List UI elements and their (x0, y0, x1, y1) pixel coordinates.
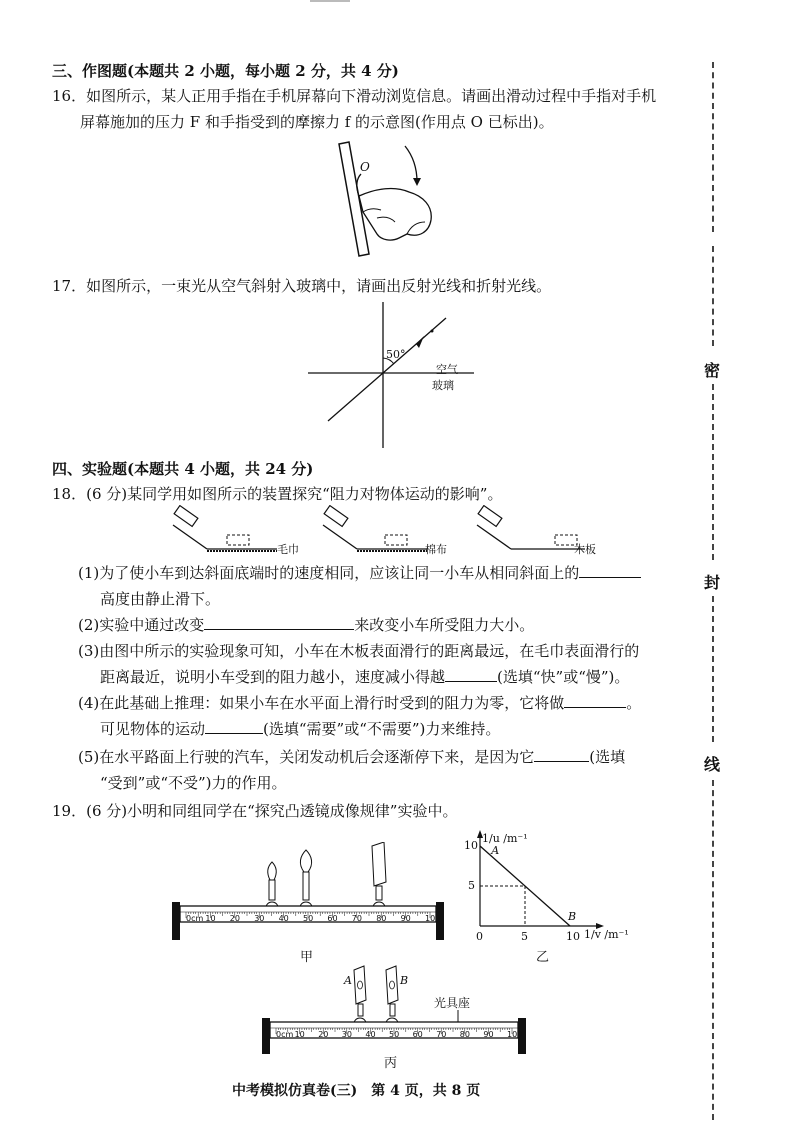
margin-dashed-line-4 (712, 596, 714, 742)
ruler-label: 40 (365, 1030, 376, 1039)
q18-blank3[interactable] (445, 667, 497, 682)
ruler-label: 80 (459, 1030, 470, 1039)
chart-xlabel: 1/v /m⁻¹ (584, 928, 629, 941)
q19-figure-bing (262, 964, 526, 1056)
margin-dashed-line-2 (712, 246, 714, 346)
ruler-label: 60 (327, 914, 338, 923)
ruler-label: 70 (436, 1030, 447, 1039)
chart-ylabel: 1/u /m⁻¹ (482, 832, 528, 845)
ruler-label: 50 (389, 1030, 400, 1039)
q18-surface2: 棉布 (425, 543, 447, 556)
q18-intro: 18．(6 分)某同学用如图所示的装置探究“阻力对物体运动的影响”。 (52, 485, 503, 503)
section4-heading: 四、实验题(本题共 4 小题，共 24 分) (52, 460, 314, 478)
q17-air-label: 空气 (436, 363, 458, 376)
q19-bench-label: 光具座 (434, 996, 471, 1010)
q19-figure-jia (172, 842, 444, 942)
q17-angle-label: 50° (386, 348, 406, 361)
margin-char-feng: 封 (704, 573, 721, 592)
q16-line1: 16．如图所示，某人正用手指在手机屏幕向下滑动浏览信息。请画出滑动过程中手指对手机 (52, 87, 657, 105)
q19-fig-yi-label: 乙 (536, 950, 550, 965)
margin-dashed-line-3 (712, 384, 714, 560)
q19-candle-A: A (344, 974, 352, 987)
margin-dashed-line-1 (712, 62, 714, 232)
q19-candle-B: B (400, 974, 409, 987)
q19-fig-jia-label: 甲 (300, 950, 314, 965)
q18-surface3: 木板 (574, 543, 596, 556)
q18-s2: (2)实验中通过改变 来改变小车所受阻力大小。 (78, 616, 535, 634)
q18-s3-b: 距离最近，说明小车受到的阻力越小，速度减小得越 (选填“快”或“慢”)。 (100, 668, 630, 686)
chart-x-tick-5: 5 (521, 930, 528, 943)
q19-fig-bing-label: 丙 (384, 1056, 398, 1071)
q16-line2: 屏幕施加的压力 F 和手指受到的摩擦力 f 的示意图(作用点 O 已标出)。 (80, 113, 554, 131)
q18-blank5[interactable] (205, 719, 263, 734)
ruler-label: 30 (254, 914, 265, 923)
ruler-label: 100 (507, 1030, 523, 1039)
ruler-label: 80 (376, 914, 387, 923)
ruler-label: 40 (278, 914, 289, 923)
margin-char-mi: 密 (704, 361, 721, 380)
q18-figure (165, 505, 610, 555)
ramp-towel (173, 506, 277, 551)
q18-s1-a: (1)为了使小车到达斜面底端时的速度相同，应该让同一小车从相同斜面上的 (78, 563, 641, 583)
chart-y-tick-5: 5 (468, 879, 475, 892)
page-footer: 中考模拟仿真卷(三) 第 4 页，共 8 页 (232, 1083, 481, 1099)
ruler-label: 50 (303, 914, 314, 923)
q18-blank6[interactable] (534, 747, 589, 762)
chart-point-A: A (491, 844, 500, 858)
ramp-cotton (323, 506, 427, 551)
q18-s4-b: 可见物体的运动 (选填“需要”或“不需要”)力来维持。 (100, 720, 501, 738)
chart-x-tick-0: 0 (476, 930, 483, 943)
ruler-label: 90 (400, 914, 411, 923)
margin-dashed-line-5 (712, 780, 714, 1120)
q18-s1-b: 高度由静止滑下。 (100, 590, 221, 608)
q16-point-label: O (360, 160, 370, 174)
ruler-label: 90 (483, 1030, 494, 1039)
q18-s5-a: (5)在水平路面上行驶的汽车，关闭发动机后会逐渐停下来，是因为它 (选填 (78, 748, 626, 766)
q17-glass-label: 玻璃 (432, 379, 454, 392)
ruler-label: 10 (205, 914, 216, 923)
q18-s4-a: (4)在此基础上推理：如果小车在水平面上滑行时受到的阻力为零，它将做 。 (78, 694, 642, 712)
q18-blank4[interactable] (564, 693, 626, 708)
ruler-label: 20 (318, 1030, 329, 1039)
q16-figure (325, 138, 445, 260)
chart-point-B: B (568, 910, 577, 923)
q19-intro: 19．(6 分)小明和同组同学在“探究凸透镜成像规律”实验中。 (52, 802, 458, 820)
top-rule (310, 0, 350, 2)
ruler-label: 10 (294, 1030, 305, 1039)
q17-line1: 17．如图所示，一束光从空气斜射入玻璃中，请画出反射光线和折射光线。 (52, 277, 552, 295)
ruler-label: 30 (341, 1030, 352, 1039)
ruler-label: 0cm (276, 1030, 294, 1039)
chart-x-tick-10: 10 (566, 930, 580, 943)
q18-s5-b: “受到”或“不受”)力的作用。 (100, 774, 287, 792)
ruler-label: 20 (229, 914, 240, 923)
q18-surface1: 毛巾 (277, 543, 299, 556)
section3-heading: 三、作图题(本题共 2 小题，每小题 2 分，共 4 分) (52, 62, 399, 80)
margin-char-xian: 线 (704, 755, 721, 774)
ruler-label: 100 (425, 914, 441, 923)
q18-s3-a: (3)由图中所示的实验现象可知，小车在木板表面滑行的距离最远，在毛巾表面滑行的 (78, 642, 640, 660)
chart-y-tick-10: 10 (464, 839, 478, 852)
ruler-label: 0cm (186, 914, 204, 923)
ramp-wood (477, 506, 585, 549)
ruler-label: 70 (351, 914, 362, 923)
q18-blank2[interactable] (204, 615, 354, 630)
q18-blank1[interactable] (579, 563, 641, 578)
ruler-label: 60 (412, 1030, 423, 1039)
